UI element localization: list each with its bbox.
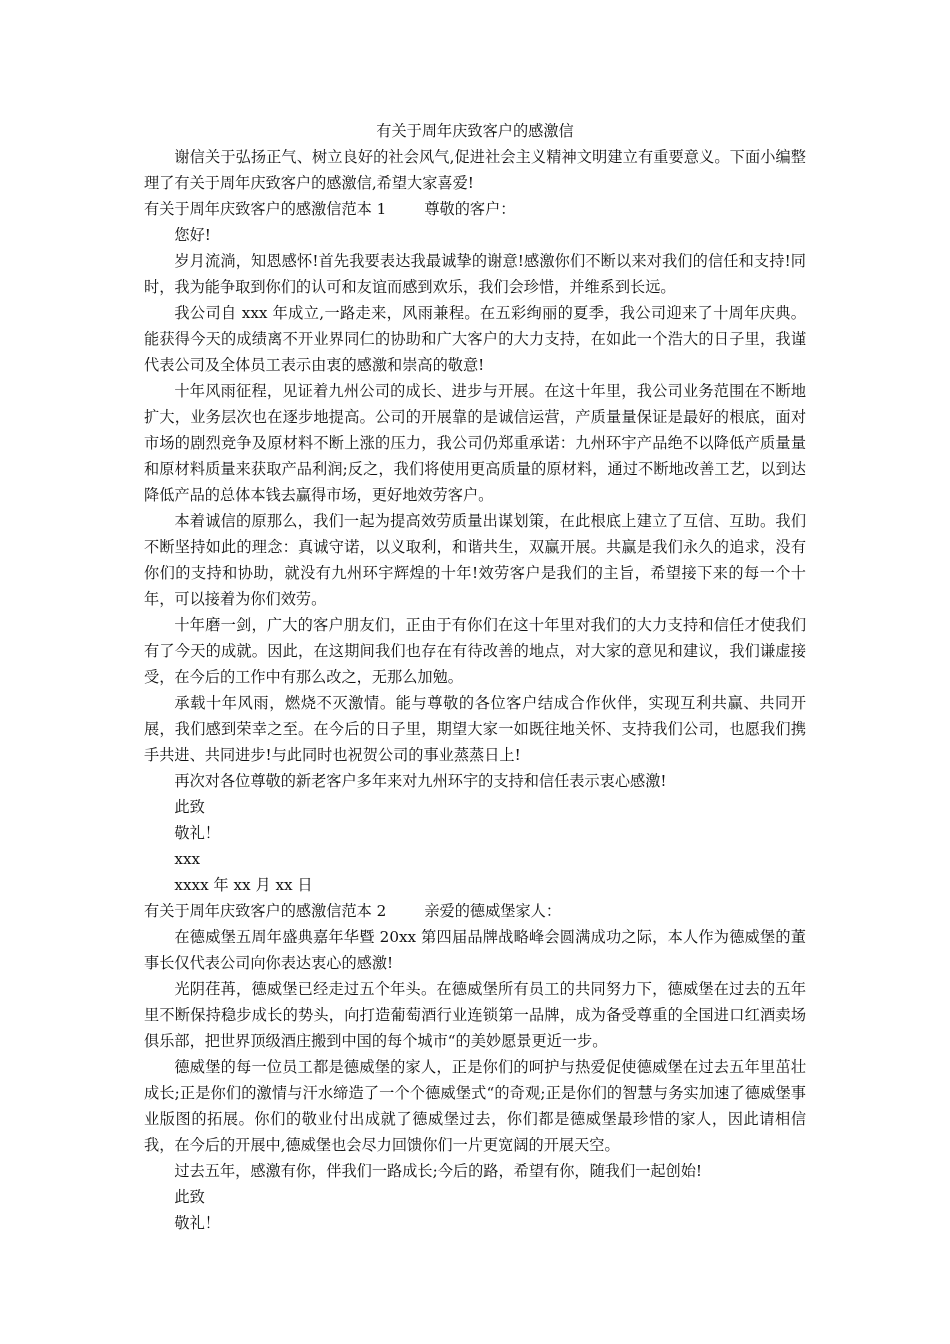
sample2-closing-2: 敬礼！ [174,1214,220,1232]
sample2-heading: 有关于周年庆致客户的感激信范本 2 [144,902,387,920]
sample2-paragraph: 德威堡的每一位员工都是德威堡的家人，正是你们的呵护与热爱促使德威堡在过去五年里茁壮成长;正是你们的激情与汗水缔造了一个个德威堡式“的奇观;正是你们的智慧与务实加速了德威堡事业版图的拓展。你们的敬业付出成就了德威堡过去，你们都是德威堡最珍惜的家人，因此请相信我，在今后的开展中,德威堡也会尽力回馈你们一片更宽阔的开展天空。 [144,1058,806,1154]
sample1-greeting: 您好! [174,226,211,244]
sample1-paragraph: 十年风雨征程，见证着九州公司的成长、进步与开展。在这十年里，我公司业务范围在不断地扩大，业务层次也在逐步地提高。公司的开展靠的是诚信运营，产质量量保证是最好的根底，面对市场的剧烈竞争及原材料不断上涨的压力，我公司仍郑重承诺：九州环宇产品绝不以降低产质量量和原材料质量来获取产品利润;反之，我们将使用更高质量的原材料，通过不断地改善工艺，以到达降低产品的总体本钱去赢得市场，更好地效劳客户。 [144,382,806,504]
intro-paragraph: 谢信关于弘扬正气、树立良好的社会风气,促进社会主义精神文明建立有重要意义。下面小编整理了有关于周年庆致客户的感激信,希望大家喜爱! [144,148,806,192]
sample1-heading-line [144,196,806,222]
letter-document [144,118,806,1236]
sample1-paragraph: 岁月流淌，知恩感怀!首先我要表达我最诚挚的谢意!感激你们不断以来对我们的信任和支持!同时，我为能争取到你们的认可和友谊而感到欢乐，我们会珍惜，并维系到长远。 [144,252,806,296]
document-title: 有关于周年庆致客户的感激信 [376,122,574,140]
sample1-date: xxxx 年 xx 月 xx 日 [174,876,313,894]
sample1-salutation: 尊敬的客户： [424,200,516,218]
sample2-salutation: 亲爱的德威堡家人： [424,902,561,920]
sample1-paragraph: 承载十年风雨，燃烧不灭激情。能与尊敬的各位客户结成合作伙伴，实现互利共赢、共同开展，我们感到荣幸之至。在今后的日子里，期望大家一如既往地关怀、支持我们公司，也愿我们携手共进、共同进步!与此同时也祝贺公司的事业蒸蒸日上! [144,694,806,764]
sample1-signature: xxx [174,850,201,868]
sample2-paragraph: 过去五年，感激有你，伴我们一路成长;今后的路，希望有你，随我们一起创始! [174,1162,702,1180]
sample1-paragraph: 我公司自 xxx 年成立,一路走来，风雨兼程。在五彩绚丽的夏季，我公司迎来了十周年庆典。能获得今天的成绩离不开业界同仁的协助和广大客户的大力支持，在如此一个浩大的日子里，我谨代表公司及全体员工表示由衷的感激和崇高的敬意! [144,304,806,374]
sample1-paragraph: 本着诚信的原那么，我们一起为提高效劳质量出谋划策，在此根底上建立了互信、互助。我们不断坚持如此的理念：真诚守诺，以义取利，和谐共生，双赢开展。共赢是我们永久的追求，没有你们的支持和协助，就没有九州环宇辉煌的十年!效劳客户是我们的主旨，希望接下来的每一个十年，可以接着为你们效劳。 [144,512,806,608]
sample1-closing-1: 此致 [174,798,205,816]
sample2-paragraph: 在德威堡五周年盛典嘉年华暨 20xx 第四届品牌战略峰会圆满成功之际，本人作为德威堡的董事长仅代表公司向你表达衷心的感激! [144,928,806,972]
sample1-heading: 有关于周年庆致客户的感激信范本 1 [144,200,387,218]
sample1-paragraph: 十年磨一剑，广大的客户朋友们，正由于有你们在这十年里对我们的大力支持和信任才使我们有了今天的成就。因此，在这期间我们也存在有待改善的地点，对大家的意见和建议，我们谦虚接受，在今后的工作中有那么改之，无那么加勉。 [144,616,806,686]
sample2-closing-1: 此致 [174,1188,205,1206]
sample2-paragraph: 光阴荏苒，德威堡已经走过五个年头。在德威堡所有员工的共同努力下，德威堡在过去的五年里不断保持稳步成长的势头，向打造葡萄酒行业连锁第一品牌，成为备受尊重的全国进口红酒卖场俱乐部，把世界顶级酒庄搬到中国的每个城市“的美妙愿景更近一步。 [144,980,806,1050]
sample2-heading-line [144,898,806,924]
sample1-closing-2: 敬礼！ [174,824,220,842]
sample1-paragraph: 再次对各位尊敬的新老客户多年来对九州环宇的支持和信任表示衷心感激! [174,772,667,790]
